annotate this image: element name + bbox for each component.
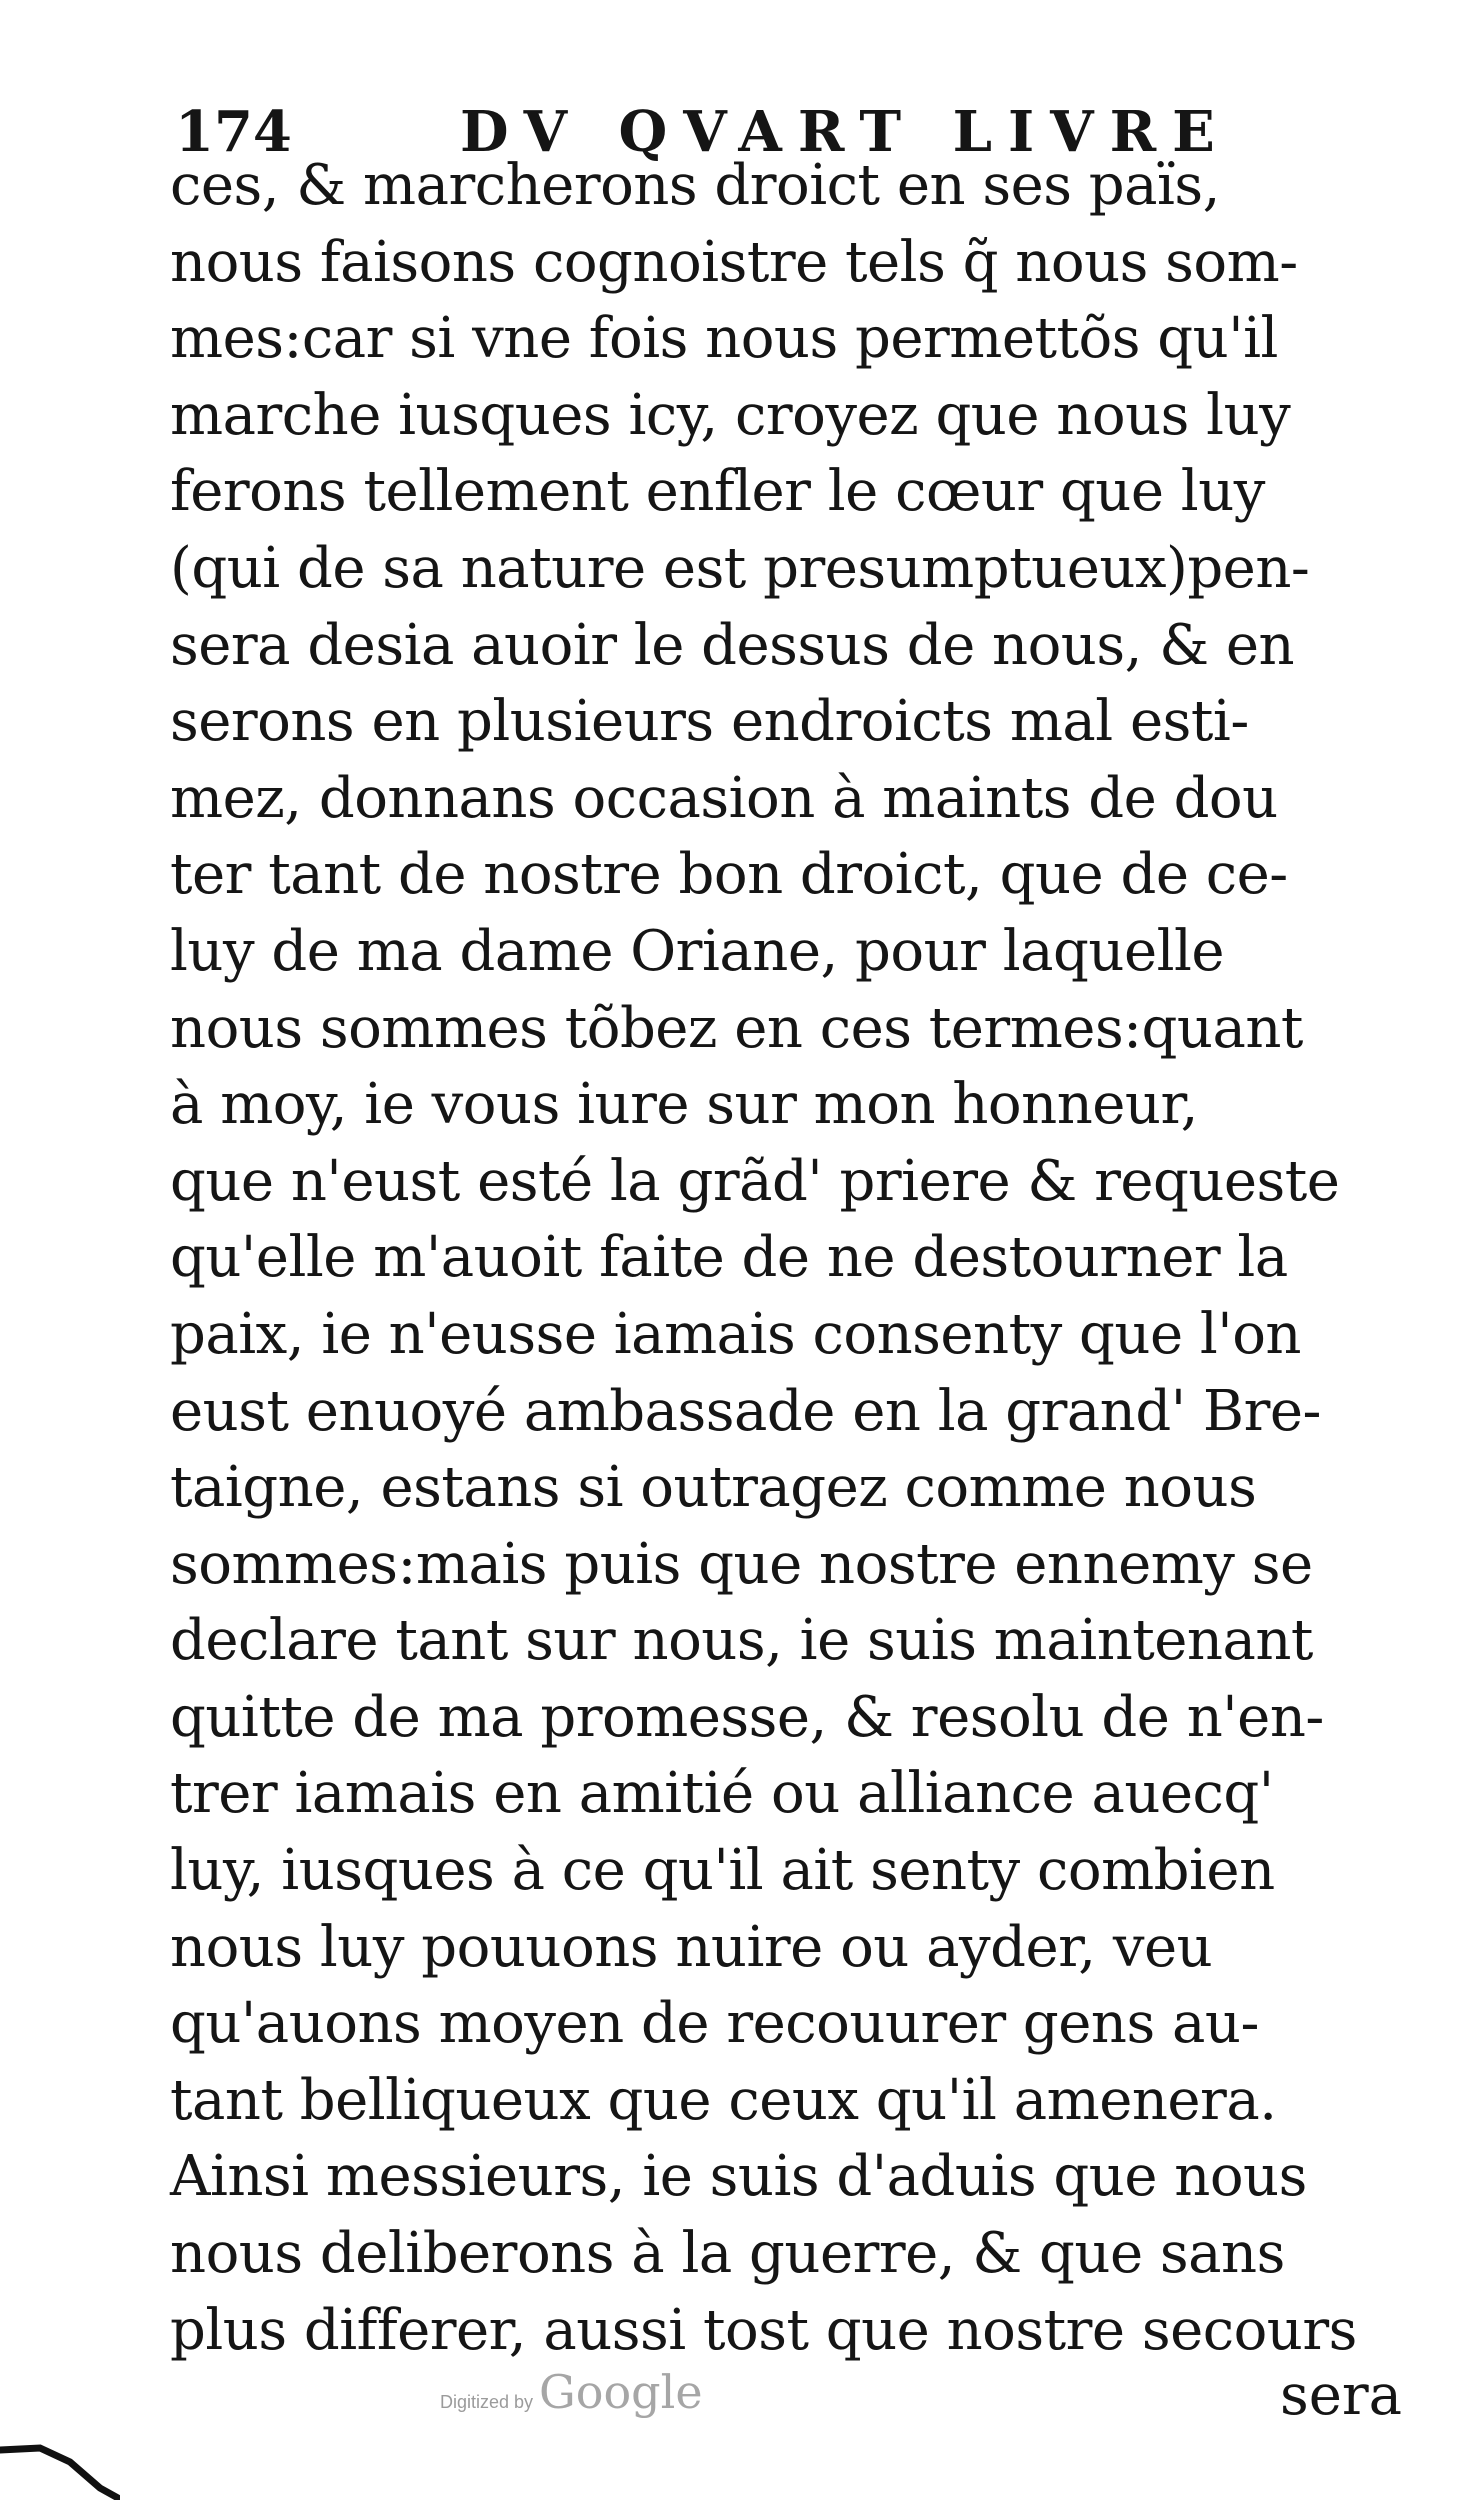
text-line: marche iusques icy, croyez que nous luy <box>170 382 1291 448</box>
scan-edge-mark <box>0 2440 120 2500</box>
text-line: trer iamais en amitié ou alliance auecq' <box>170 1761 1274 1827</box>
digitized-by-label: Digitized by <box>440 2392 534 2412</box>
digitized-watermark <box>440 2365 703 2419</box>
text-line: tant belliqueux que ceux qu'il amenera. <box>170 2067 1277 2133</box>
text-line: quitte de ma promesse, & resolu de n'en- <box>170 1684 1324 1750</box>
text-line: nous faisons cognoistre tels q̃ nous som- <box>170 229 1298 295</box>
text-line: luy de ma dame Oriane, pour laquelle <box>170 918 1225 984</box>
text-line: nous deliberons à la guerre, & que sans <box>170 2221 1285 2287</box>
text-line: sommes:mais puis que nostre ennemy se <box>170 1531 1313 1597</box>
text-line: taigne, estans si outragez comme nous <box>170 1455 1257 1521</box>
text-line: qu'auons moyen de recouurer gens au- <box>170 1991 1259 2057</box>
text-line: ces, & marcherons droict en ses païs, <box>170 153 1220 218</box>
google-logo: Google <box>539 2365 703 2419</box>
running-head: DV QVART LIVRE <box>460 99 1231 165</box>
catchword: sera <box>1280 2363 1403 2428</box>
text-line: nous luy pouuons nuire ou ayder, veu <box>170 1914 1213 1980</box>
text-line: paix, ie n'eusse iamais consenty que l'on <box>170 1301 1301 1367</box>
text-line: mez, donnans occasion à maints de dou <box>170 765 1278 831</box>
text-line: eust enuoyé ambassade en la grand' Bre- <box>170 1378 1321 1444</box>
text-line: (qui de sa nature est presumptueux)pen- <box>170 535 1310 601</box>
text-line: à moy, ie vous iure sur mon honneur, <box>170 1072 1198 1138</box>
text-line: nous sommes tõbez en ces termes:quant <box>170 995 1303 1061</box>
text-line: ter tant de nostre bon droict, que de ce- <box>170 842 1288 908</box>
text-line: Ainsi messieurs, ie suis d'aduis que nous <box>170 2144 1307 2210</box>
text-line: ferons tellement enfler le cœur que luy <box>170 459 1265 525</box>
text-line: plus differer, aussi tost que nostre secours <box>170 2297 1357 2363</box>
body-text <box>170 148 1395 2369</box>
text-line: que n'eust esté la grãd' priere & requeste <box>170 1148 1340 1214</box>
text-line: declare tant sur nous, ie suis maintenant <box>170 1608 1313 1674</box>
text-line: qu'elle m'auoit faite de ne destourner la <box>170 1225 1288 1291</box>
text-line: sera desia auoir le dessus de nous, & en <box>170 612 1295 678</box>
text-line: serons en plusieurs endroicts mal esti- <box>170 689 1249 755</box>
page-number: 174 <box>175 99 292 165</box>
text-line: mes:car si vne fois nous permettõs qu'il <box>170 306 1278 372</box>
text-line: luy, iusques à ce qu'il ait senty combien <box>170 1838 1275 1904</box>
